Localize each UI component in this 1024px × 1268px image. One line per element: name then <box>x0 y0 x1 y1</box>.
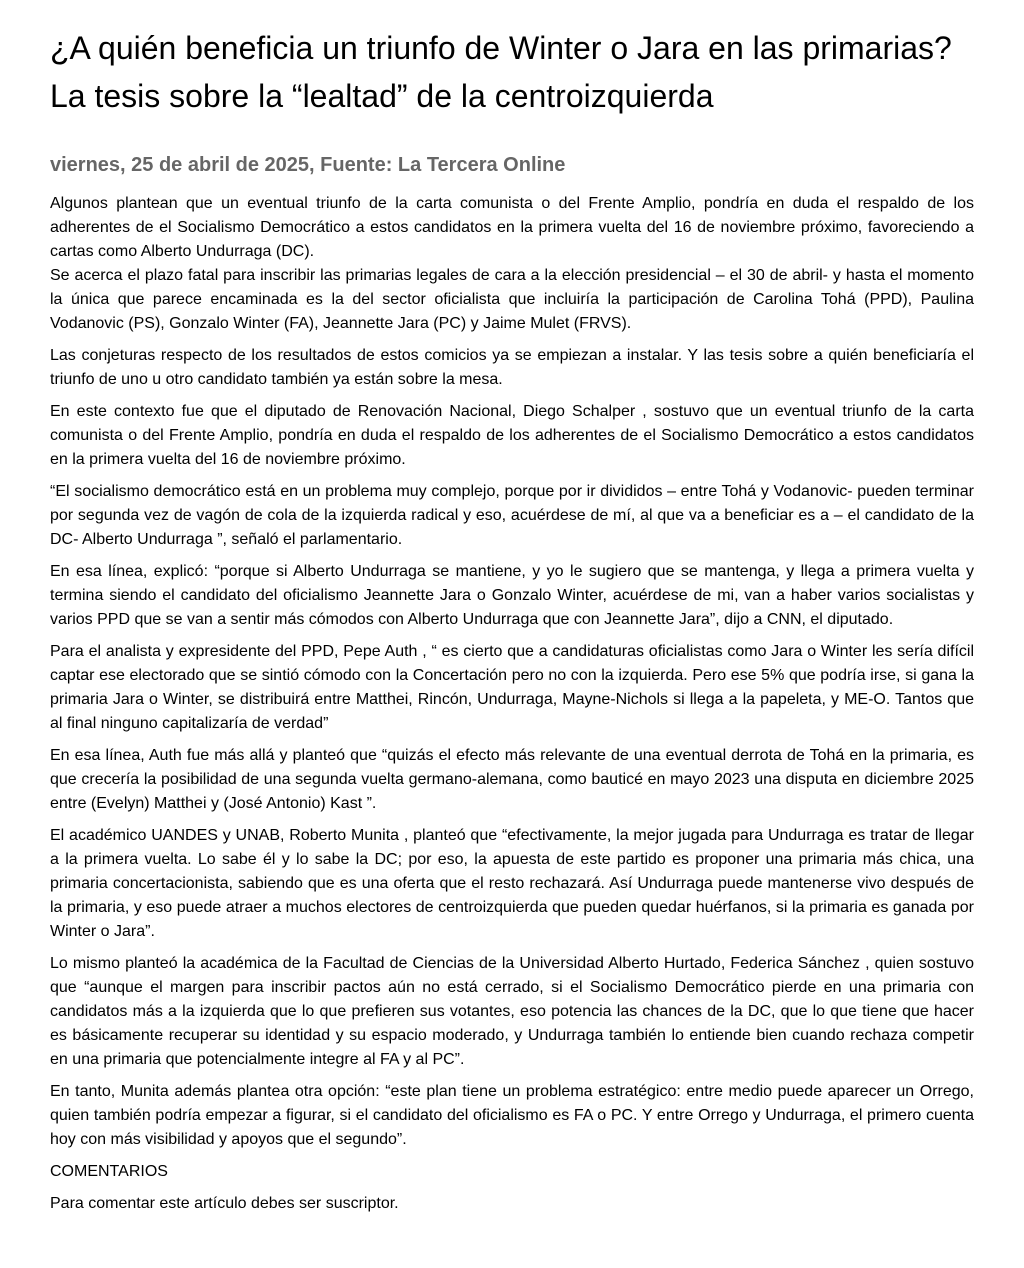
article-paragraph: Las conjeturas respecto de los resultados de estos comicios ya se empiezan a instalar. Y las tesis sobre a quién beneficiaría el triunfo de uno u otro candidato también ya están sobre la mesa. <box>50 347 974 388</box>
article-paragraph: En esa línea, explicó: “porque si Alberto Undurraga se mantiene, y yo le sugiero que se mantenga, y llega a primera vuelta y termina siendo el candidato del oficialismo Jeannette Jara o Gonzalo Winter, acuérdese de mi, van a haber varios socialistas y varios PPD que se van a sentir más cómodos con Alberto Undurraga que con Jeannette Jara”, dijo a CNN, el diputado. <box>50 563 974 628</box>
article-paragraph: El académico UANDES y UNAB, Roberto Munita , planteó que “efectivamente, la mejor jugada para Undurraga es tratar de llegar a la primera vuelta. Lo sabe él y lo sabe la DC; por eso, la apuesta de este partido es proponer una primaria más chica, una primaria concertacionista, sabiendo que es una oferta que el resto rechazará. Así Undurraga puede mantenerse vivo después de la primaria, y eso puede atraer a muchos electores de centroizquierda que pueden quedar huérfanos, si la primaria es ganada por Winter o Jara”. <box>50 827 974 940</box>
article-title-line-2: La tesis sobre la “lealtad” de la centroizquierda <box>50 78 714 114</box>
article-title-line-1: ¿A quién beneficia un triunfo de Winter o Jara en las primarias? <box>50 30 952 66</box>
article-paragraph: En esa línea, Auth fue más allá y planteó que “quizás el efecto más relevante de una eventual derrota de Tohá en la primaria, es que crecería la posibilidad de una segunda vuelta germano-alemana, como bauticé en mayo 2023 una disputa en diciembre 2025 entre (Evelyn) Matthei y (José Antonio) Kast ”. <box>50 747 974 812</box>
article-paragraph: Para el analista y expresidente del PPD, Pepe Auth , “ es cierto que a candidaturas oficialistas como Jara o Winter les sería difícil captar ese electorado que se sintió cómodo con la Concertación pero no con la izquierda. Pero ese 5% que podría irse, si gana la primaria Jara o Winter, se distribuirá entre Matthei, Rincón, Undurraga, Mayne-Nichols si llega a la papeleta, y ME-O. Tantos que al final ninguno capitalizaría de verdad” <box>50 643 974 732</box>
article-paragraph: En tanto, Munita además plantea otra opción: “este plan tiene un problema estratégico: entre medio puede aparecer un Orrego, quien también podría empezar a figurar, si el candidato del oficialismo es FA o PC. Y entre Orrego y Undurraga, el primero cuenta hoy con más visibilidad y apoyos que el segundo”. <box>50 1083 974 1148</box>
article-paragraph: Se acerca el plazo fatal para inscribir las primarias legales de cara a la elección presidencial – el 30 de abril- y hasta el momento la única que parece encaminada es la del sector oficialista que incluiría la participación de Carolina Tohá (PPD), Paulina Vodanovic (PS), Gonzalo Winter (FA), Jeannette Jara (PC) y Jaime Mulet (FRVS). <box>50 267 974 332</box>
article-body <box>50 192 974 1216</box>
comments-subscriber-notice: Para comentar este artículo debes ser suscriptor. <box>50 1195 399 1212</box>
article-paragraph: “El socialismo democrático está en un problema muy complejo, porque por ir divididos – entre Tohá y Vodanovic- pueden terminar por segunda vez de vagón de cola de la izquierda radical y eso, acuérdese de mí, al que va a beneficiar es a – el candidato de la DC- Alberto Undurraga ”, señaló el parlamentario. <box>50 483 974 548</box>
comments-heading: COMENTARIOS <box>50 1163 168 1180</box>
article-paragraph: Algunos plantean que un eventual triunfo de la carta comunista o del Frente Amplio, pondría en duda el respaldo de los adherentes de el Socialismo Democrático a estos candidatos en la primera vuelta del 16 de noviembre próximo, favoreciendo a cartas como Alberto Undurraga (DC). <box>50 195 974 260</box>
article-paragraph: En este contexto fue que el diputado de Renovación Nacional, Diego Schalper , sostuvo que un eventual triunfo de la carta comunista o del Frente Amplio, pondría en duda el respaldo de los adherentes de el Socialismo Democrático a estos candidatos en la primera vuelta del 16 de noviembre próximo. <box>50 403 974 468</box>
article-title <box>50 24 974 120</box>
article-dateline: viernes, 25 de abril de 2025, Fuente: La Tercera Online <box>50 154 566 176</box>
article-paragraph: Lo mismo planteó la académica de la Facultad de Ciencias de la Universidad Alberto Hurtado, Federica Sánchez , quien sostuvo que “aunque el margen para inscribir pactos aún no está cerrado, si el Socialismo Democrático pierde en una primaria con candidatos más a la izquierda que lo que prefieren sus votantes, eso potencia las chances de la DC, que lo que tiene que hacer es básicamente recuperar su identidad y su espacio moderado, y Undurraga también lo entiende bien cuando rechaza competir en una primaria que potencialmente integre al FA y al PC”. <box>50 955 974 1068</box>
